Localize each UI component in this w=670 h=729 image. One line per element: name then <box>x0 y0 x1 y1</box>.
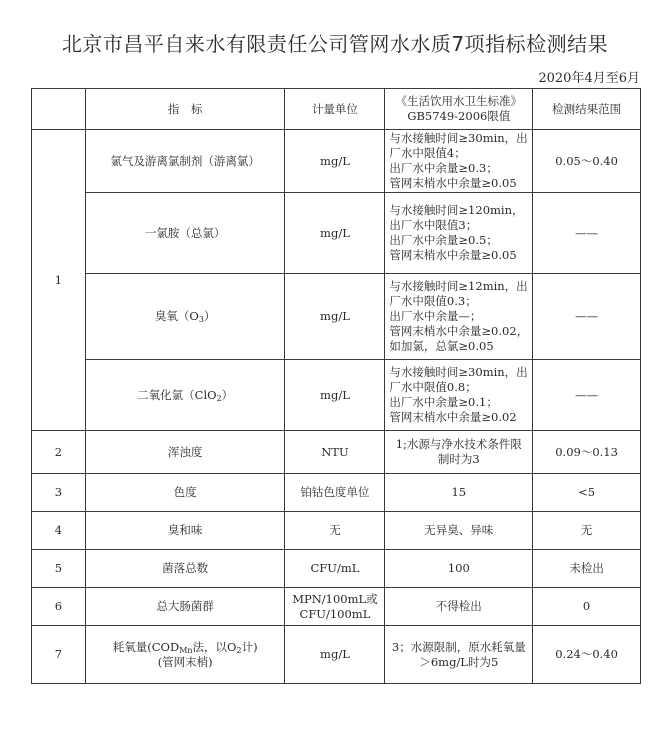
indicator-name <box>85 360 285 431</box>
row-number: 4 <box>32 512 86 550</box>
indicator-name-line2: (管网末梢) <box>157 654 213 669</box>
standard-cell: 3；水源限制，原水耗氧量＞6mg/L时为5 <box>385 626 533 684</box>
unit-cell: CFU/mL <box>285 550 385 588</box>
standard-line: 出厂水中余量≥0.3； <box>389 161 498 175</box>
indicator-name-text: 计) <box>241 639 258 654</box>
unit-cell: mg/L <box>285 274 385 360</box>
result-cell: 0.24～0.40 <box>533 626 641 684</box>
indicator-name-text: 耗氧量(COD <box>112 639 180 654</box>
standard-line: 厂水中限值4； <box>389 146 466 160</box>
standard-line: 出厂水中余量≥0.5； <box>389 233 498 247</box>
indicator-name-text: 臭氧（O <box>154 309 199 323</box>
header-no <box>32 89 86 130</box>
table-row <box>32 550 641 588</box>
row-number: 7 <box>32 626 86 684</box>
standard-cell: 100 <box>385 550 533 588</box>
unit-cell: 铂钴色度单位 <box>285 474 385 512</box>
unit-cell: mg/L <box>285 360 385 431</box>
indicator-name: 浑浊度 <box>85 431 285 474</box>
subscript: 2 <box>236 645 242 655</box>
indicator-name: 一氯胺（总氯） <box>85 193 285 274</box>
standard-line: 出厂水中限值3； <box>389 218 478 232</box>
indicator-name: 氯气及游离氯制剂（游离氯） <box>85 130 285 193</box>
table-row <box>32 193 641 274</box>
indicator-name: 臭和味 <box>85 512 285 550</box>
standard-line: 与水接触时间≥30min，出 <box>389 131 528 145</box>
result-cell: <5 <box>533 474 641 512</box>
table-header-row <box>32 89 641 130</box>
row-number: 6 <box>32 588 86 626</box>
table-row <box>32 474 641 512</box>
standard-line: 与水接触时间≥12min，出 <box>389 279 528 293</box>
indicator-name-text: 二氧化氯（ClO <box>137 387 217 402</box>
standard-line: 管网末梢水中余量≥0.05 <box>389 248 517 262</box>
indicator-name-text: ） <box>203 309 216 323</box>
indicator-name-text: 法，以O <box>192 639 237 654</box>
row-number: 3 <box>32 474 86 512</box>
standard-line: 管网末梢水中余量≥0.05 <box>389 176 517 190</box>
standard-line: 出厂水中余量≥0.1； <box>389 395 498 409</box>
unit-cell: 无 <box>285 512 385 550</box>
table-row <box>32 588 641 626</box>
indicator-name <box>85 626 285 684</box>
header-standard <box>385 89 533 130</box>
standard-line: 厂水中限值0.3； <box>389 294 477 308</box>
table-row <box>32 512 641 550</box>
result-cell: —— <box>533 360 641 431</box>
date-range: 2020年4月至6月 <box>538 71 640 86</box>
standard-cell: 1;水源与净水技术条件限制时为3 <box>385 431 533 474</box>
unit-cell: NTU <box>285 431 385 474</box>
header-standard-line2: GB5749-2006限值 <box>407 109 511 123</box>
result-cell: 0.05～0.40 <box>533 130 641 193</box>
standard-line: 管网末梢水中余量≥0.02， <box>389 324 529 338</box>
standard-cell: 不得检出 <box>385 588 533 626</box>
standard-cell: 无异臭、异味 <box>385 512 533 550</box>
result-cell: 未检出 <box>533 550 641 588</box>
unit-cell: mg/L <box>285 130 385 193</box>
standard-cell: 15 <box>385 474 533 512</box>
result-cell: 0 <box>533 588 641 626</box>
standard-line: 如加氯，总氯≥0.05 <box>389 339 494 353</box>
table-row <box>32 130 641 193</box>
standard-line: 厂水中限值0.8； <box>389 380 477 394</box>
subscript: 2 <box>216 393 222 403</box>
indicator-name-line1 <box>92 640 279 655</box>
table-row <box>32 431 641 474</box>
indicator-name <box>85 274 285 360</box>
table-row <box>32 274 641 360</box>
table-row <box>32 360 641 431</box>
result-cell: 0.09～0.13 <box>533 431 641 474</box>
standard-cell <box>385 193 533 274</box>
unit-cell: mg/L <box>285 626 385 684</box>
standard-cell <box>385 274 533 360</box>
header-index: 指 标 <box>85 89 285 130</box>
table-row <box>32 626 641 684</box>
indicator-name: 菌落总数 <box>85 550 285 588</box>
subscript: 3 <box>198 315 204 324</box>
subscript: Mn <box>179 645 193 655</box>
standard-line: 出厂水中余量—； <box>389 309 482 323</box>
water-quality-table <box>31 88 641 684</box>
row-number: 5 <box>32 550 86 588</box>
header-result: 检测结果范围 <box>533 89 641 130</box>
result-cell: 无 <box>533 512 641 550</box>
indicator-name-text: ） <box>221 387 234 402</box>
header-unit: 计量单位 <box>285 89 385 130</box>
report-title: 北京市昌平自来水有限责任公司管网水水质7项指标检测结果 <box>61 32 609 56</box>
indicator-name: 总大肠菌群 <box>85 588 285 626</box>
unit-cell: MPN/100mL或CFU/100mL <box>285 588 385 626</box>
row-number: 2 <box>32 431 86 474</box>
standard-cell <box>385 360 533 431</box>
unit-cell: mg/L <box>285 193 385 274</box>
result-cell: —— <box>533 193 641 274</box>
standard-line: 管网末梢水中余量≥0.02 <box>389 410 517 424</box>
indicator-name: 色度 <box>85 474 285 512</box>
result-cell: —— <box>533 274 641 360</box>
standard-line: 与水接触时间≥30min，出 <box>389 365 528 379</box>
header-standard-line1: 《生活饮用水卫生标准》 <box>395 94 523 108</box>
standard-line: 与水接触时间≥120min， <box>389 203 524 217</box>
standard-cell <box>385 130 533 193</box>
row-number: 1 <box>32 130 86 431</box>
